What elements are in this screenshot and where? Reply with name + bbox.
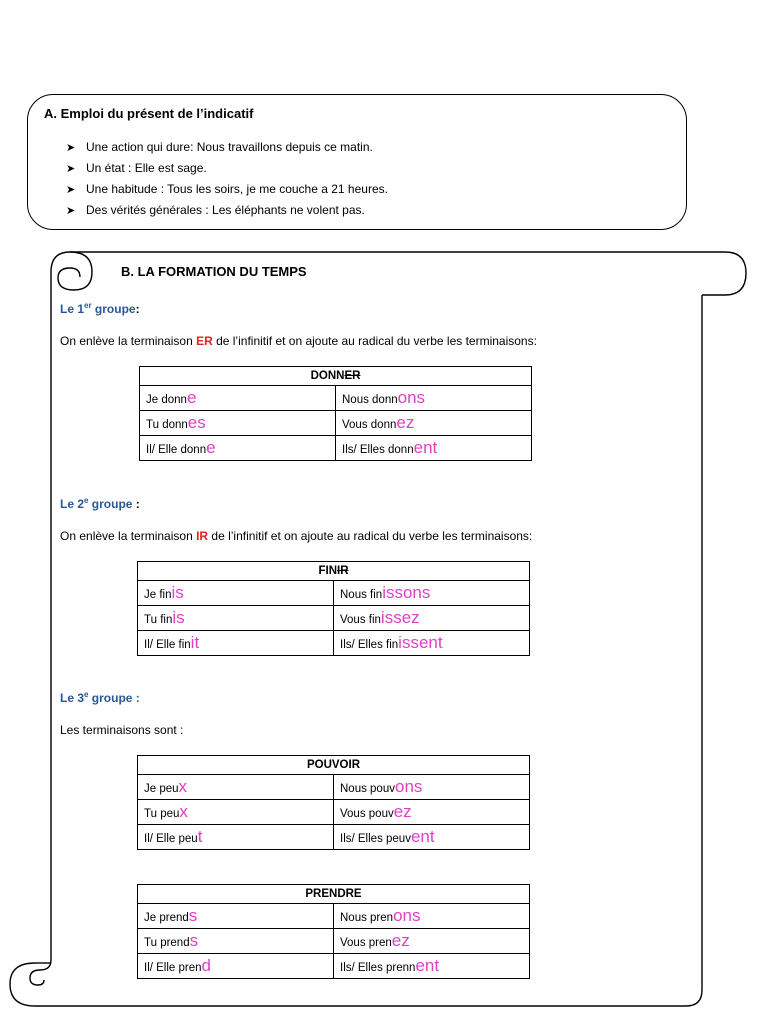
bullet-item: ➤ Des vérités générales : Les éléphants ne volent pas. xyxy=(66,200,388,221)
table-finir xyxy=(137,561,530,656)
table-row: Il/ Elle donne Ils/ Elles donnent xyxy=(140,436,532,461)
arrow-bullet-icon: ➤ xyxy=(66,205,76,217)
group-3-rule: Les terminaisons sont : xyxy=(60,723,184,737)
table-row: Tu prends Vous prenez xyxy=(138,929,530,954)
group-3-label: Le 3e groupe : xyxy=(60,690,140,705)
table-donner xyxy=(139,366,532,461)
group-2-rule: On enlève la terminaison IR de l’infinitif et on ajoute au radical du verbe les terminaisons: xyxy=(60,529,533,543)
arrow-bullet-icon: ➤ xyxy=(66,142,76,154)
table-row: Je donne Nous donnons xyxy=(140,386,532,411)
table-pouvoir xyxy=(137,755,530,850)
table-row: Tu peux Vous pouvez xyxy=(138,800,530,825)
section-a-title: A. Emploi du présent de l’indicatif xyxy=(44,106,254,121)
table-row: Je prends Nous prenons xyxy=(138,904,530,929)
table-row: Tu finis Vous finissez xyxy=(138,606,530,631)
bullet-item: ➤ Une habitude : Tous les soirs, je me couche a 21 heures. xyxy=(66,179,388,200)
table-row: Il/ Elle prend Ils/ Elles prennent xyxy=(138,954,530,979)
arrow-bullet-icon: ➤ xyxy=(66,163,76,175)
table-header: POUVOIR xyxy=(138,756,530,775)
table-row: Il/ Elle finit Ils/ Elles finissent xyxy=(138,631,530,656)
table-row: Tu donnes Vous donnez xyxy=(140,411,532,436)
group-2-label: Le 2e groupe : xyxy=(60,496,140,511)
section-b-title: B. LA FORMATION DU TEMPS xyxy=(121,264,307,279)
bullet-item: ➤ Un état : Elle est sage. xyxy=(66,158,388,179)
table-prendre xyxy=(137,884,530,979)
table-header: DONNER xyxy=(140,367,532,386)
table-row: Je finis Nous finissons xyxy=(138,581,530,606)
table-row: Je peux Nous pouvons xyxy=(138,775,530,800)
table-header: PRENDRE xyxy=(138,885,530,904)
table-row: Il/ Elle peut Ils/ Elles peuvent xyxy=(138,825,530,850)
arrow-bullet-icon: ➤ xyxy=(66,184,76,196)
table-header: FINIR xyxy=(138,562,530,581)
bullet-item: ➤ Une action qui dure: Nous travaillons depuis ce matin. xyxy=(66,137,388,158)
group-1-rule: On enlève la terminaison ER de l’infinitif et on ajoute au radical du verbe les terminaisons: xyxy=(60,334,537,348)
section-a-bullets xyxy=(66,137,388,221)
group-1-label: Le 1er groupe: xyxy=(60,301,140,316)
